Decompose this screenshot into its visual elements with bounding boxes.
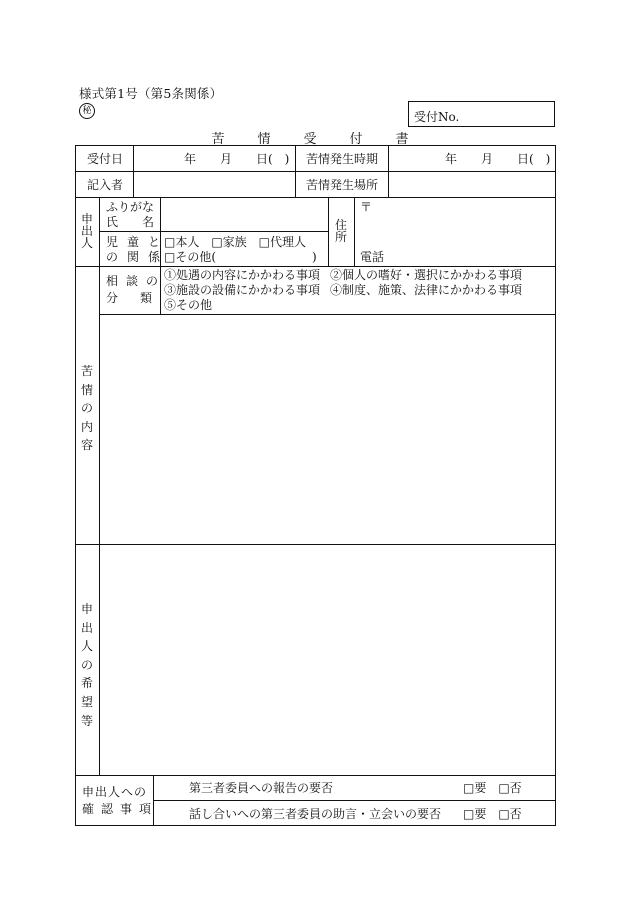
category-label-line1: 相談の (106, 274, 167, 288)
wishes-section-label: 申出人の希望等 (80, 602, 93, 728)
name-label-text: 氏名 (106, 215, 179, 229)
category-option-2[interactable]: ②個人の嗜好・選択にかかわる事項 (330, 268, 523, 282)
relation-label-line1: 児童と (106, 235, 170, 249)
phone-label: 電話 (360, 250, 385, 264)
complaint-content-field[interactable] (101, 316, 555, 543)
category-option-5[interactable]: ⑤その他 (164, 298, 213, 312)
advice-requirement-text: 話し合いへの第三者委員の助言・立会いの要否 (189, 807, 442, 821)
confidential-mark: 秘 (79, 103, 95, 119)
category-option-4[interactable]: ④制度、施策、法律にかかわる事項 (330, 283, 523, 297)
furigana-label: ふりがな (106, 200, 155, 214)
occurrence-place-field[interactable] (389, 172, 555, 197)
category-option-3[interactable]: ③施設の設備にかかわる事項 (164, 283, 321, 297)
relation-options-line1[interactable]: □本人 □家族 □代理人 (164, 235, 307, 249)
relation-label-line2: の関係 (106, 250, 170, 264)
reception-date-label: 受付日 (87, 152, 124, 166)
form-number: 様式第1号（第5条関係） (79, 86, 223, 101)
page-title: 苦 情 受 付 書 (211, 132, 419, 147)
category-label-line2: 分類 (106, 291, 175, 305)
name-label (106, 215, 179, 229)
reception-date-field[interactable]: 年 月 日( ) (184, 152, 290, 166)
wishes-content-field[interactable] (101, 546, 555, 774)
postal-mark: 〒 (360, 200, 373, 214)
occurrence-place-label: 苦情発生場所 (306, 178, 379, 192)
recorder-field[interactable] (134, 172, 295, 197)
receipt-number-label: 受付No. (414, 110, 460, 124)
complaint-section-label: 苦情の内容 (80, 364, 93, 453)
relation-options-line2[interactable]: □その他( ) (164, 250, 317, 264)
address-field[interactable] (370, 200, 550, 240)
name-field[interactable] (161, 198, 328, 231)
category-option-1[interactable]: ①処遇の内容にかかわる事項 (164, 268, 321, 282)
address-label: 住所 (334, 218, 347, 244)
confirmation-label-line1: 申出人への (82, 785, 148, 799)
occurrence-date-field[interactable]: 年 月 日( ) (445, 152, 551, 166)
applicant-section-label: 申出人 (80, 212, 93, 250)
occurrence-date-label: 苦情発生時期 (306, 152, 379, 166)
report-requirement-text: 第三者委員への報告の要否 (189, 781, 334, 795)
recorder-label: 記入者 (87, 178, 124, 192)
confirmation-label-line2: 確認事項 (82, 802, 159, 816)
report-requirement-choices[interactable]: □要 □否 (463, 781, 522, 795)
advice-requirement-choices[interactable]: □要 □否 (463, 807, 522, 821)
